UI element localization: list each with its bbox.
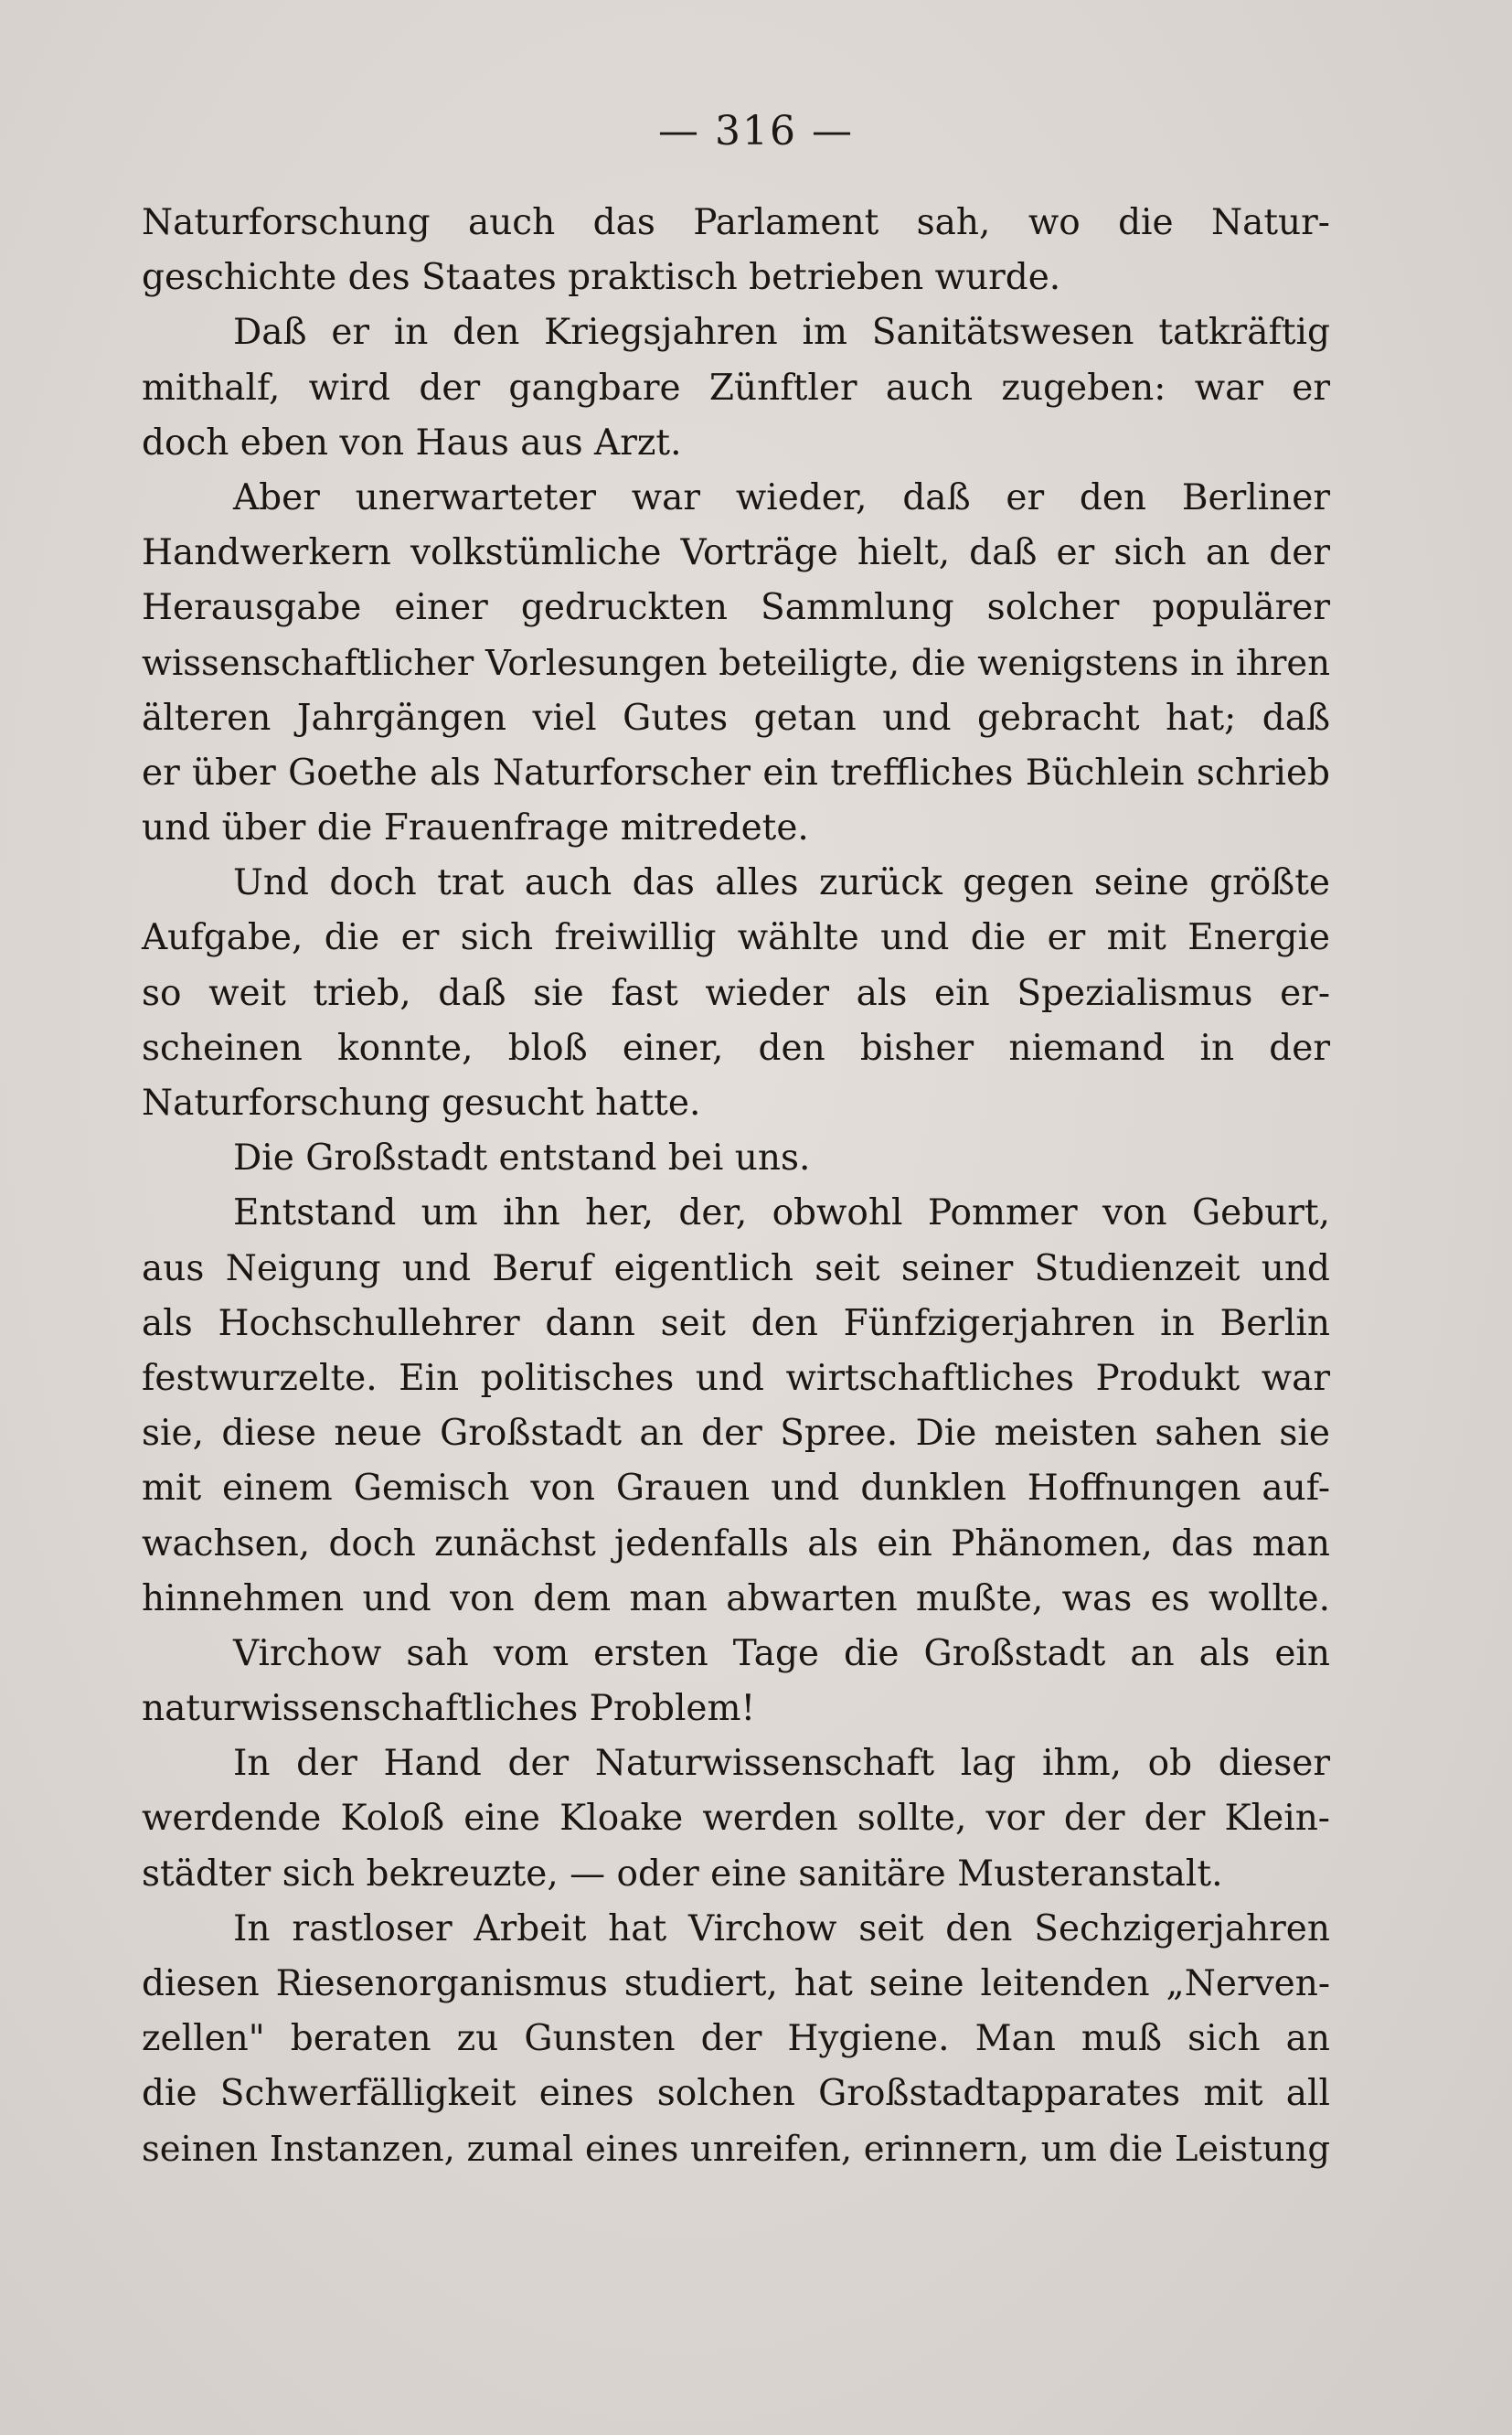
text-line: Herausgabe einer gedruckten Sammlung solcher populärer xyxy=(142,587,1330,629)
text-line: In rastloser Arbeit hat Virchow seit den Sechzigerjahren xyxy=(233,1907,1330,1949)
text-line: diesen Riesenorganismus studiert, hat seine leitenden „Nerven- xyxy=(142,1963,1330,2004)
text-line: werdende Koloß eine Kloake werden sollte, vor der der Klein- xyxy=(142,1798,1330,1840)
text-line: seinen Instanzen, zumal eines unreifen, erinnern, um die Leistung xyxy=(142,2128,1330,2170)
text-line: älteren Jahrgängen viel Gutes getan und gebracht hat; daß xyxy=(142,697,1330,739)
text-line: wissenschaftlicher Vorlesungen beteiligte, die wenigstens in ihren xyxy=(142,642,1330,684)
text-line: Daß er in den Kriegsjahren im Sanitätswesen tatkräftig xyxy=(233,312,1330,354)
text-line: doch eben von Haus aus Arzt. xyxy=(142,422,682,464)
text-line: mit einem Gemisch von Grauen und dunklen Hoffnungen auf- xyxy=(142,1468,1330,1510)
text-line: mithalf, wird der gangbare Zünftler auch zugeben: war er xyxy=(142,367,1330,409)
text-line: städter sich bekreuzte, — oder eine sanitäre Musteranstalt. xyxy=(142,1853,1223,1895)
text-line: Naturforschung gesucht hatte. xyxy=(142,1083,701,1124)
text-line: so weit trieb, daß sie fast wieder als ein Spezialismus er- xyxy=(142,972,1330,1014)
text-line: zellen" beraten zu Gunsten der Hygiene. Man muß sich an xyxy=(142,2018,1330,2060)
page-number: — 316 — xyxy=(658,108,854,155)
text-line: geschichte des Staates praktisch betrieben wurde. xyxy=(142,257,1061,299)
text-line: sie, diese neue Großstadt an der Spree. Die meisten sahen sie xyxy=(142,1413,1330,1455)
text-line: wachsen, doch zunächst jedenfalls als ein Phänomen, das man xyxy=(142,1522,1330,1565)
text-line: Handwerkern volkstümliche Vorträge hielt, daß er sich an der xyxy=(142,532,1330,574)
text-line: Und doch trat auch das alles zurück gegen seine größte xyxy=(233,862,1330,904)
text-line: er über Goethe als Naturforscher ein treffliches Büchlein schrieb xyxy=(142,752,1330,794)
body-text xyxy=(142,196,1330,2177)
text-line: festwurzelte. Ein politisches und wirtschaftliches Produkt war xyxy=(142,1357,1330,1399)
text-line: und über die Frauenfrage mitredete. xyxy=(142,807,809,849)
text-line: In der Hand der Naturwissenschaft lag ihm, ob dieser xyxy=(233,1743,1330,1785)
text-line: Naturforschung auch das Parlament sah, wo die Natur- xyxy=(142,202,1330,243)
text-line: Virchow sah vom ersten Tage die Großstadt an als ein xyxy=(233,1632,1330,1674)
text-line: die Schwerfälligkeit eines solchen Großstadtapparates mit all xyxy=(142,2073,1330,2115)
text-line: scheinen konnte, bloß einer, den bisher niemand in der xyxy=(142,1027,1330,1069)
text-line: naturwissenschaftliches Problem! xyxy=(142,1688,756,1730)
text-line: aus Neigung und Beruf eigentlich seit seiner Studienzeit und xyxy=(142,1247,1330,1289)
text-line: hinnehmen und von dem man abwarten mußte, was es wollte. xyxy=(142,1577,1330,1619)
text-line: Aufgabe, die er sich freiwillig wählte und die er mit Energie xyxy=(142,917,1330,959)
text-line: Aber unerwarteter war wieder, daß er den Berliner xyxy=(233,476,1330,518)
text-line: Die Großstadt entstand bei uns. xyxy=(233,1137,811,1180)
text-line: Entstand um ihn her, der, obwohl Pommer von Geburt, xyxy=(233,1192,1330,1234)
text-line: als Hochschullehrer dann seit den Fünfzigerjahren in Berlin xyxy=(142,1302,1330,1344)
